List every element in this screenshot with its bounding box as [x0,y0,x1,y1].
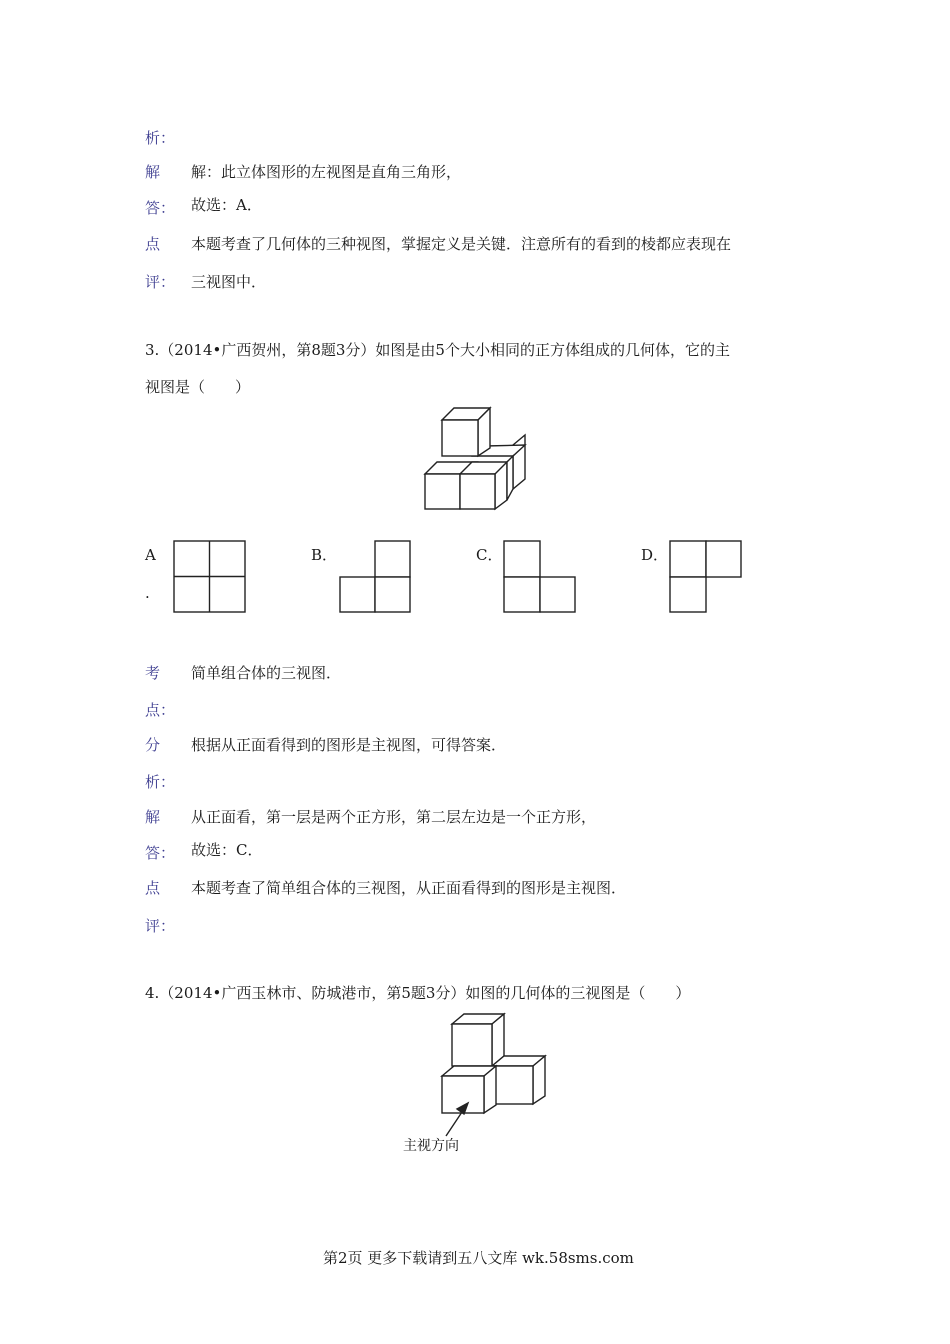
q4-direction-label: 主视方向 [403,1138,459,1154]
q3-label-xi: 析： [145,773,176,791]
q3-solid-figure [420,404,530,514]
q3-label-kao: 考 [145,664,161,682]
q3-fen-text: 根据从正面看得到的图形是主视图，可得答案． [191,736,507,754]
q3-label-ping: 评： [145,917,176,935]
q3-jie-line1: 从正面看，第一层是两个正方形，第二层左边是一个正方形， [191,808,597,826]
q3-label-jie: 解 [145,808,161,826]
label-da: 答： [145,199,176,217]
q3-label-fen: 分 [145,736,161,754]
q3-stem-line1: 3.（2014•广西贺州，第8题3分）如图是由5个大小相同的正方体组成的几何体，它的主 [145,341,730,359]
option-c-figure[interactable] [503,540,577,614]
comment-text-line1: 本题考查了几何体的三种视图，掌握定义是关键．注意所有的看到的棱都应表现在 [191,235,732,253]
label-jie: 解 [145,163,161,181]
option-b-label: B． [311,546,338,564]
answer-text-line1: 解：此立体图形的左视图是直角三角形， [191,163,462,181]
q3-label-dian2: 点 [145,879,161,897]
option-a-label: A [145,546,156,564]
answer-text-line2: 故选：A． [191,196,262,214]
option-d-label: D． [641,546,669,564]
comment-text-line2: 三视图中． [191,273,267,291]
q3-label-dian: 点： [145,701,176,719]
option-a-dot: . [145,584,150,602]
q3-label-da: 答： [145,844,176,862]
q3-kao-text: 简单组合体的三视图． [191,664,342,682]
q3-jie-line2: 故选：C． [191,841,263,859]
option-c-label: C． [476,546,503,564]
option-b-figure[interactable] [339,540,413,614]
q3-stem-line2: 视图是（ ） [145,378,251,396]
option-a-figure[interactable] [173,540,247,614]
label-ping: 评： [145,273,176,291]
q4-stem: 4.（2014•广西玉林市、防城港市，第5题3分）如图的几何体的三视图是（ ） [145,984,691,1002]
label-dian: 点 [145,235,161,253]
q4-solid-figure [400,1010,560,1150]
option-d-figure[interactable] [669,540,743,614]
page-footer: 第2页 更多下载请到五八文库 wk.58sms.com [323,1249,634,1267]
q3-dian-text: 本题考查了简单组合体的三视图，从正面看得到的图形是主视图． [191,879,627,897]
label-xi: 析： [145,129,176,147]
